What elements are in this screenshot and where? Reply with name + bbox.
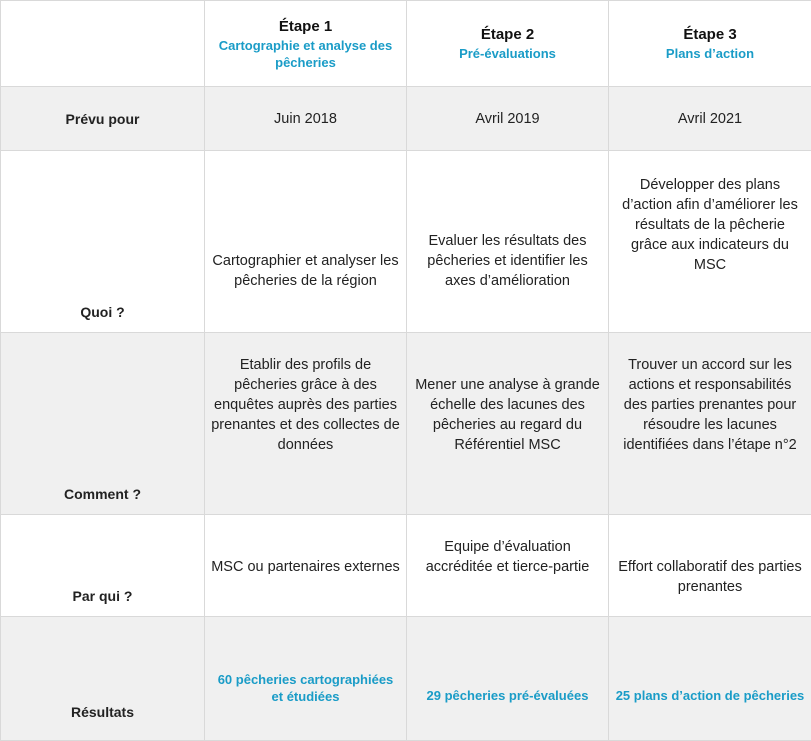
row-resultats [1, 617, 811, 741]
comment-stage-3: Trouver un accord sur les actions et responsabilités des parties prenantes pour résoudre les lacunes identifiées dans l’étape n°2 [609, 333, 811, 515]
parqui-stage-2: Equipe d’évaluation accréditée et tierce-partie [407, 515, 609, 617]
prevu-stage-3: Avril 2021 [609, 87, 811, 151]
row-label-comment: Comment ? [1, 333, 205, 515]
quoi-stage-2: Evaluer les résultats des pêcheries et identifier les axes d’amélioration [407, 151, 609, 333]
row-label-parqui: Par qui ? [1, 515, 205, 617]
row-label-quoi: Quoi ? [1, 151, 205, 333]
comment-stage-2: Mener une analyse à grande échelle des lacunes des pêcheries au regard du Référentiel MSC [407, 333, 609, 515]
header-row [1, 1, 811, 87]
row-comment [1, 333, 811, 515]
corner-cell [1, 1, 205, 87]
stage-1-subtitle: Cartographie et analyse des pêcheries [211, 37, 400, 71]
row-prevu [1, 87, 811, 151]
comment-stage-1: Etablir des profils de pêcheries grâce à des enquêtes auprès des parties prenantes et des collectes de données [205, 333, 407, 515]
stage-2-subtitle: Pré-évaluations [413, 45, 602, 62]
parqui-stage-1: MSC ou partenaires externes [205, 515, 407, 617]
resultats-stage-2: 29 pêcheries pré-évaluées [407, 617, 609, 741]
prevu-stage-1: Juin 2018 [205, 87, 407, 151]
row-quoi [1, 151, 811, 333]
quoi-stage-3: Développer des plans d’action afin d’améliorer les résultats de la pêcherie grâce aux indicateurs du MSC [609, 151, 811, 333]
stage-1-title: Étape 1 [211, 17, 400, 37]
stage-3-title: Étape 3 [615, 25, 805, 45]
row-parqui [1, 515, 811, 617]
parqui-stage-3: Effort collaboratif des parties prenantes [609, 515, 811, 617]
quoi-stage-1: Cartographier et analyser les pêcheries de la région [205, 151, 407, 333]
stage-3-header [609, 1, 811, 87]
stage-3-subtitle: Plans d’action [615, 45, 805, 62]
stage-2-title: Étape 2 [413, 25, 602, 45]
resultats-stage-3: 25 plans d’action de pêcheries [609, 617, 811, 741]
stage-2-header [407, 1, 609, 87]
prevu-stage-2: Avril 2019 [407, 87, 609, 151]
resultats-stage-1: 60 pêcheries cartographiées et étudiées [205, 617, 407, 741]
row-label-resultats: Résultats [1, 617, 205, 741]
stage-1-header [205, 1, 407, 87]
row-label-prevu: Prévu pour [1, 87, 205, 151]
